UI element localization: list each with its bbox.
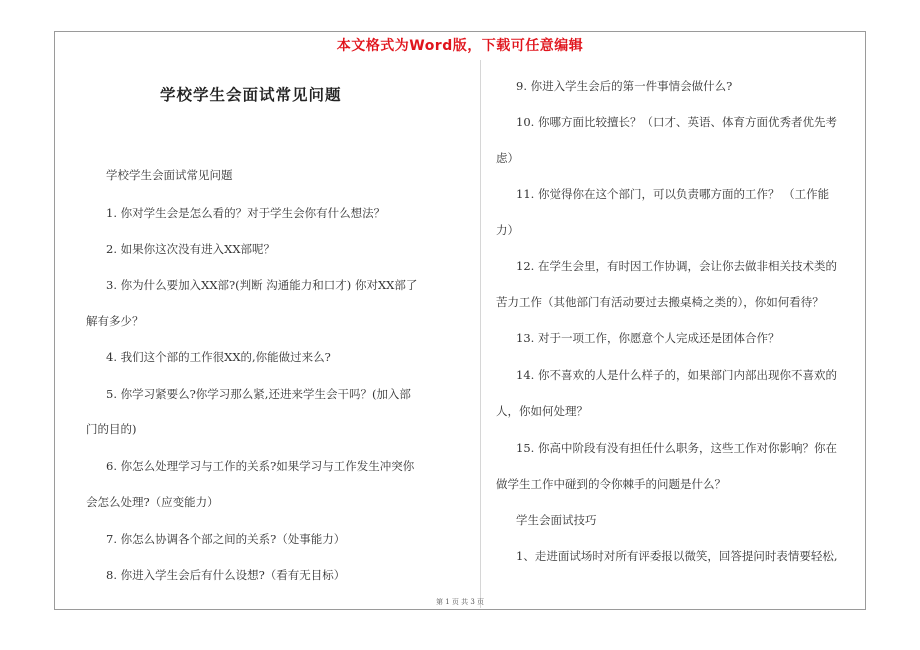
tip-1: 1、走进面试场时对所有评委报以微笑，回答提问时表情要轻松,: [516, 549, 838, 563]
question-15-line-2: 做学生工作中碰到的令你棘手的问题是什么？: [496, 477, 726, 491]
tips-heading: 学生会面试技巧: [516, 513, 597, 527]
section-heading: 学校学生会面试常见问题: [106, 168, 233, 182]
question-3-line-2: 解有多少？: [86, 314, 144, 328]
question-6-line-2: 会怎么处理?（应变能力）: [86, 495, 219, 509]
column-divider: [480, 60, 481, 608]
question-5-line-1: 5. 你学习紧要么?你学习那么紧,还进来学生会干吗？(加入部: [106, 387, 411, 401]
question-10-line-2: 虑）: [496, 151, 519, 165]
question-9: 9. 你进入学生会后的第一件事情会做什么?: [516, 79, 733, 93]
question-1: 1. 你对学生会是怎么看的？对于学生会你有什么想法？: [106, 206, 386, 220]
question-11-line-1: 11. 你觉得你在这个部门，可以负责哪方面的工作？ （工作能: [516, 187, 830, 201]
question-15-line-1: 15. 你高中阶段有没有担任什么职务，这些工作对你影响？你在: [516, 441, 837, 455]
question-14-line-2: 人，你如何处理？: [496, 404, 588, 418]
question-14-line-1: 14. 你不喜欢的人是什么样子的，如果部门内部出现你不喜欢的: [516, 368, 837, 382]
question-12-line-2: 苦力工作（其他部门有活动要过去搬桌椅之类的），你如何看待？: [496, 295, 824, 309]
question-7: 7. 你怎么协调各个部之间的关系?（处事能力）: [106, 532, 346, 546]
question-4: 4. 我们这个部的工作很XX的,你能做过来么?: [106, 350, 331, 364]
question-10-line-1: 10. 你哪方面比较擅长？（口才、英语、体育方面优秀者优先考: [516, 115, 837, 129]
word-format-banner: 本文格式为Word版，下载可任意编辑: [336, 38, 584, 54]
page-footer: 第 1 页 共 3 页: [435, 598, 485, 606]
question-12-line-1: 12. 在学生会里，有时因工作协调，会让你去做非相关技术类的: [516, 259, 837, 273]
question-5-line-2: 门的目的): [86, 422, 137, 436]
question-3-line-1: 3. 你为什么要加入XX部?(判断 沟通能力和口才) 你对XX部了: [106, 278, 418, 292]
question-6-line-1: 6. 你怎么处理学习与工作的关系?如果学习与工作发生冲突你: [106, 459, 415, 473]
question-13: 13. 对于一项工作，你愿意个人完成还是团体合作？: [516, 331, 780, 345]
question-2: 2. 如果你这次没有进入XX部呢？: [106, 242, 276, 256]
question-11-line-2: 力）: [496, 223, 519, 237]
document-title: 学校学生会面试常见问题: [160, 86, 342, 104]
question-8: 8. 你进入学生会后有什么设想?（看有无目标）: [106, 568, 346, 582]
